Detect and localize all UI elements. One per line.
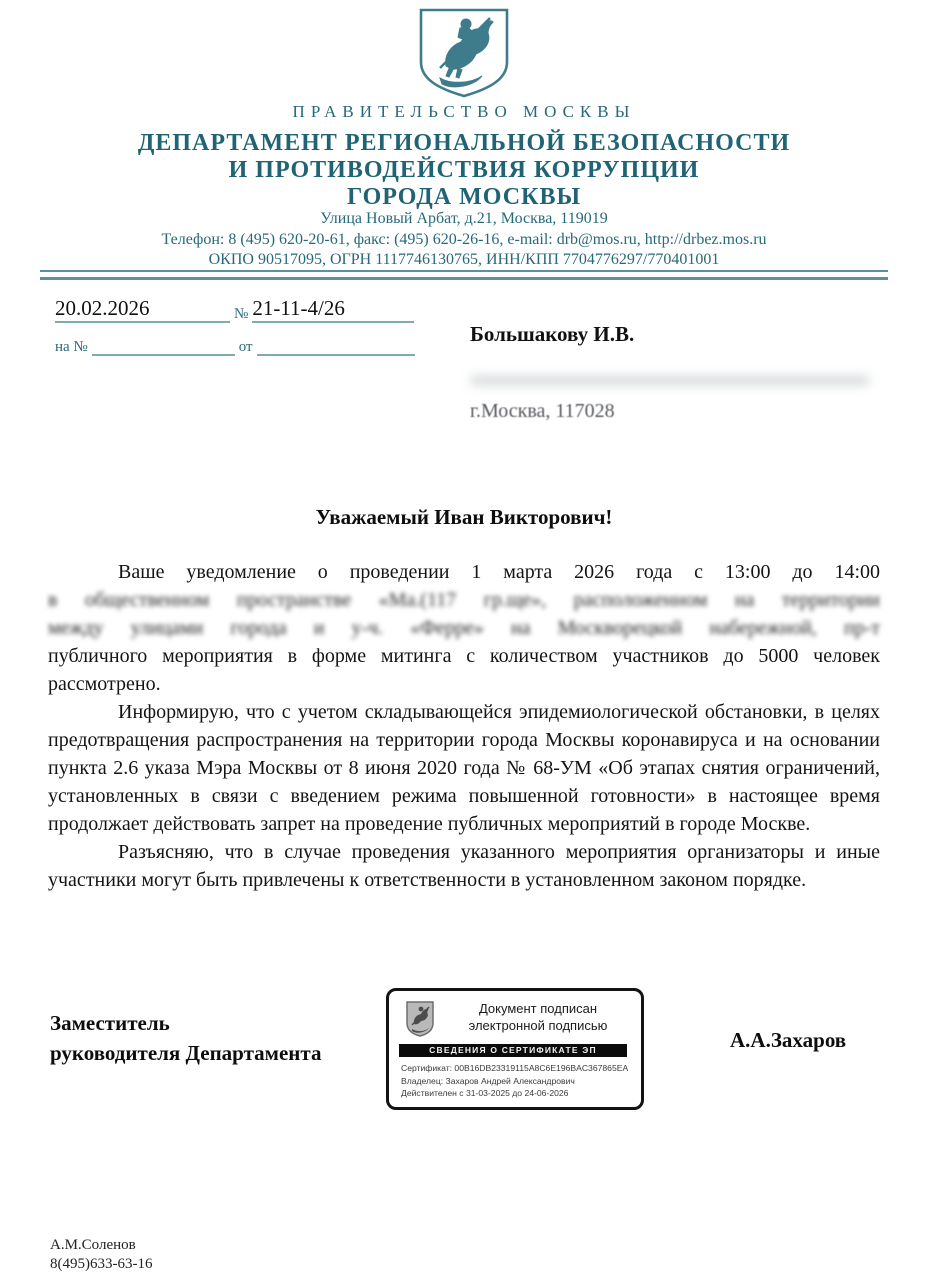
paragraph1-redacted-line1: в общественном пространстве «Ма.(117 гр.ще», расположенном на территории — [48, 589, 880, 611]
stamp-owner: Владелец: Захаров Андрей Александрович — [401, 1075, 575, 1086]
org-address: Улица Новый Арбат, д.21, Москва, 119019 — [320, 210, 608, 227]
stamp-validity: Действителен с 31-03-2025 до 24-06-2026 — [401, 1088, 569, 1098]
paragraph1-redacted-line2: между улицами города и у-ч. «Ферре» на Москворецкой набережной, пр-т — [48, 617, 880, 639]
stamp-certificate-info — [401, 1062, 633, 1100]
department-line1: ДЕПАРТАМЕНТ РЕГИОНАЛЬНОЙ БЕЗОПАСНОСТИ — [137, 130, 791, 156]
reference-block — [55, 296, 455, 376]
stamp-certificate-number: Сертификат: 00B16DB23319115A8C6E196BAC367865EA — [401, 1063, 629, 1073]
signer-position-line2: руководителя Департамента — [50, 1041, 322, 1065]
department-line2: И ПРОТИВОДЕЙСТВИЯ КОРРУПЦИИ — [228, 157, 700, 183]
stamp-certificate-bar: СВЕДЕНИЯ О СЕРТИФИКАТЕ ЭП — [399, 1044, 627, 1057]
divider-line-top — [40, 270, 888, 272]
org-contacts: Телефон: 8 (495) 620-20-61, факс: (495) 620-26-16, e-mail: drb@mos.ru, http://drbez.mos.ru — [161, 231, 767, 248]
recipient-redacted-line — [470, 375, 870, 386]
executor-name: А.М.Соленов — [50, 1237, 136, 1253]
salutation: Уважаемый Иван Викторович! — [315, 505, 613, 529]
stamp-title-line1: Документ подписан — [478, 1001, 598, 1016]
org-codes: ОКПО 90517095, ОГРН 1117746130765, ИНН/КПП 7704776297/770401001 — [208, 251, 720, 268]
paragraph1-rest: публичного мероприятия в форме митинга с количеством участников до 5000 человек рассмотрено. — [48, 645, 880, 695]
stamp-coat-of-arms-icon — [405, 1001, 435, 1037]
stamp-title-line2: электронной подписью — [468, 1018, 608, 1033]
number-sign-label: № — [234, 306, 249, 322]
paragraph3: Разъясняю, что в случае проведения указанного мероприятия организаторы и иные участники могут быть привлечены к ответственности в установленном законом порядке. — [48, 841, 880, 891]
signer-position — [50, 1008, 380, 1068]
signer-name: А.А.Захаров — [730, 1028, 847, 1052]
department-line3: ГОРОДА МОСКВЫ — [346, 184, 582, 210]
executor-phone: 8(495)633-63-16 — [50, 1256, 153, 1272]
recipient-block — [470, 322, 880, 423]
letter-body — [48, 558, 880, 894]
executor-block — [50, 1236, 152, 1274]
signer-position-line1: Заместитель — [50, 1011, 170, 1035]
recipient-name: Большакову И.В. — [470, 322, 635, 346]
reference-row-reply — [55, 336, 455, 376]
moscow-coat-of-arms-icon — [414, 6, 514, 100]
on-number-label: на № — [55, 339, 88, 355]
reference-row-date — [55, 296, 455, 336]
paragraph2: Информирую, что с учетом складывающейся эпидемиологической обстановки, в целях предотвращения распространения на территории города Москвы коронавируса и на основании пункта 2.6 указа Мэра Москвы от 8 июня 2020 года № 68-УМ «Об этапах снятия ограничений, установленных в связи с введением режима повышенной готовности» в настоящее время продолжает действовать запрет на проведение публичных мероприятий в городе Москве. — [48, 701, 880, 835]
paragraph1-first-line: Ваше уведомление о проведении 1 марта 2026 года с 13:00 до 14:00 — [118, 561, 880, 583]
divider-line-bottom — [40, 277, 888, 280]
header-divider — [40, 270, 888, 280]
department-title — [0, 130, 928, 211]
letter-date: 20.02.2026 — [55, 296, 150, 320]
from-label: от — [238, 339, 253, 355]
government-title: ПРАВИТЕЛЬСТВО МОСКВЫ — [292, 102, 636, 121]
letter-number: 21-11-4/26 — [252, 296, 345, 320]
digital-signature-stamp — [386, 988, 644, 1110]
stamp-title — [447, 1000, 629, 1034]
recipient-city: г.Москва, 117028 — [470, 400, 615, 422]
